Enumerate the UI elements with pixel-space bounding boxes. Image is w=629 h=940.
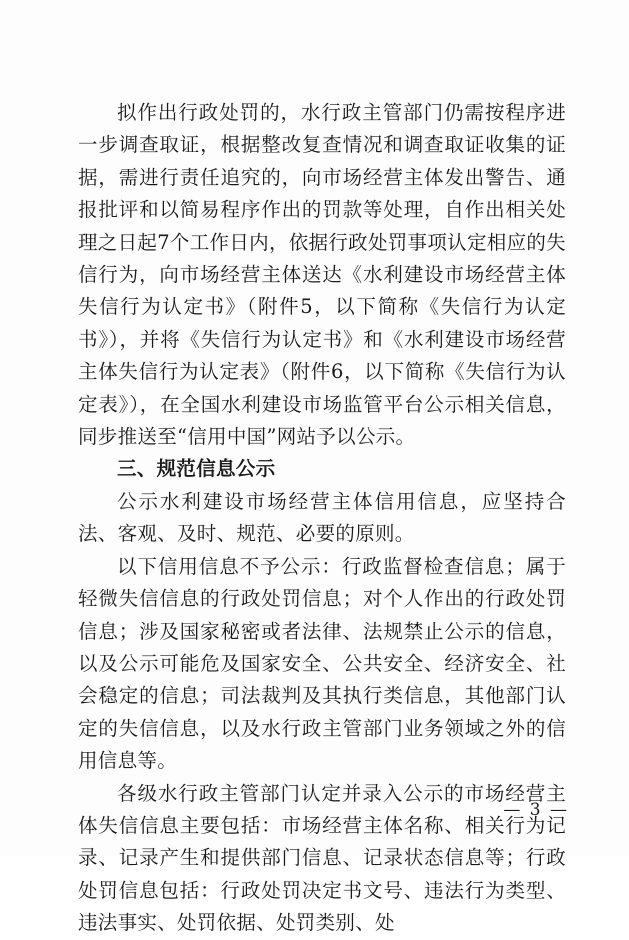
paragraph-non-disclosed-info: 以下信用信息不予公示：行政监督检查信息；属于轻微失信信息的行政处罚信息；对个人作出的行政处罚信息；涉及国家秘密或者法律、法规禁止公示的信息，以及公示可能危及国家安全、公共安全、经济安全、社会稳定的信息；司法裁判及其执行类信息，其他部门认定的失信信息，以及水行政主管部门业务领域之外的信用信息等。 bbox=[78, 554, 566, 773]
paragraph-disclosed-content: 各级水行政主管部门认定并录入公示的市场经营主体失信信息主要包括：市场经营主体名称、相关行为记录、记录产生和提供部门信息、记录状态信息等；行政处罚信息包括：行政处罚决定书文号、违法行为类型、违法事实、处罚依据、处罚类别、处 bbox=[78, 781, 566, 935]
paragraph-disclosure-principles: 公示水利建设市场经营主体信用信息，应坚持合法、客观、及时、规范、必要的原则。 bbox=[78, 489, 566, 546]
paragraph-penalty-procedure: 拟作出行政处罚的，水行政主管部门仍需按程序进一步调查取证，根据整改复查情况和调查取证收集的证据，需进行责任追究的，向市场经营主体发出警告、通报批评和以简易程序作出的罚款等处理，自作出相关处理之日起7个工作日内，依据行政处罚事项认定相应的失信行为，向市场经营主体送达《水利建设市场经营主体失信行为认定书》（附件5，以下简称《失信行为认定书》），并将《失信行为认定书》和《水利建设市场经营主体失信行为认定表》（附件6，以下简称《失信行为认定表》），在全国水利建设市场监管平台公示相关信息，同步推送至“信用中国”网站予以公示。 bbox=[78, 101, 566, 449]
document-body bbox=[78, 97, 566, 940]
page-number: — 3 — bbox=[503, 800, 569, 820]
section-heading: 三、规范信息公示 bbox=[117, 457, 276, 481]
